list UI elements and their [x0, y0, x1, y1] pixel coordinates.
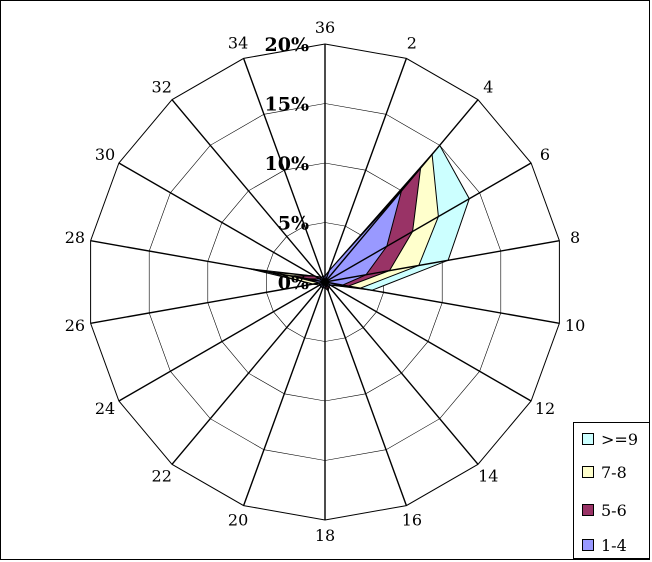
category-label: 2 — [406, 33, 417, 53]
radial-tick-label: 5% — [277, 212, 309, 235]
legend — [573, 422, 650, 559]
legend-item — [582, 535, 627, 555]
spoke-line — [172, 282, 325, 464]
category-label: 28 — [64, 227, 86, 247]
radial-tick-label: 0% — [277, 272, 309, 294]
category-label: 4 — [483, 77, 494, 97]
category-label: 30 — [94, 145, 116, 164]
legend-label: >=9 — [601, 429, 638, 449]
radial-tick-label: 20% — [264, 34, 309, 56]
radar-chart — [1, 1, 651, 561]
category-label: 10 — [564, 316, 586, 336]
category-label: 22 — [151, 466, 172, 486]
spoke-line — [325, 282, 478, 464]
legend-item — [582, 462, 627, 482]
spokes — [91, 44, 560, 520]
radial-tick-label: 15% — [264, 93, 309, 116]
spoke-line — [172, 100, 325, 282]
legend-label: 5-6 — [601, 500, 627, 520]
legend-swatch — [582, 433, 594, 445]
spoke-line — [325, 282, 406, 506]
legend-item — [582, 429, 638, 449]
category-label: 36 — [314, 18, 336, 37]
category-label: 24 — [94, 399, 116, 418]
category-label: 8 — [570, 227, 581, 247]
legend-swatch — [582, 539, 594, 551]
legend-label: 7-8 — [601, 462, 627, 482]
category-label: 34 — [227, 33, 249, 53]
category-label: 6 — [539, 145, 551, 164]
legend-swatch — [582, 466, 594, 478]
legend-swatch — [582, 504, 594, 516]
category-label: 18 — [314, 526, 336, 545]
legend-item — [582, 500, 627, 520]
category-label: 16 — [401, 510, 423, 530]
legend-label: 1-4 — [601, 535, 627, 555]
category-label: 14 — [478, 466, 499, 486]
category-label: 12 — [534, 399, 556, 418]
spoke-line — [244, 282, 325, 506]
category-label: 32 — [151, 77, 172, 97]
category-label: 26 — [64, 316, 86, 336]
category-label: 20 — [227, 510, 249, 530]
radial-tick-label: 10% — [264, 153, 309, 175]
